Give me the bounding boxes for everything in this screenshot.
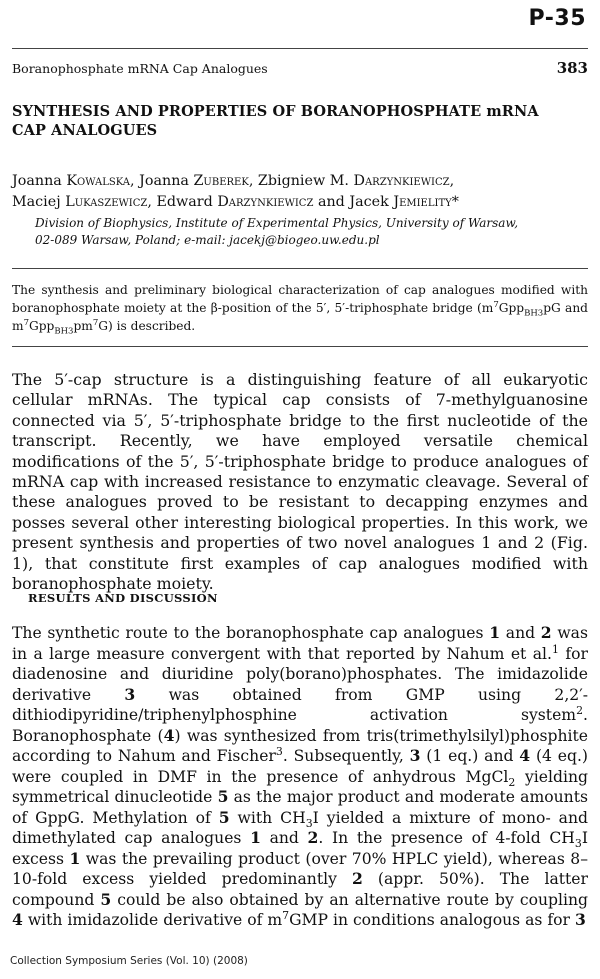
- author-list: Joanna Kowalska, Joanna Zuberek, Zbigniew M. Darzynkiewicz, Maciej Lukaszewicz, Edward Darzynkiewicz and Jacek Jemielity*: [12, 173, 459, 210]
- affiliation: Division of Biophysics, Institute of Experimental Physics, University of Warsaw, 02-089 Warsaw, Poland; e-mail: jacekj@biogeo.uw.edu.pl: [35, 216, 519, 247]
- intro-paragraph: The 5′-cap structure is a distinguishing feature of all eukaryotic cellular mRNAs. The typical cap consists of 7-methylguanosine connected via 5′, 5′-triphosphate bridge to the first nucleotide of the transcript. Recently, we have employed versatile chemical modifications of the 5′, 5′-triphosphate bridge to produce analogues of mRNA cap with increased resistance to enzymatic cleavage. Several of these analogues proved to be resistant to decapping enzymes and posses several other interesting biological properties. In this work, we present synthesis and properties of two novel analogues 1 and 2 (Fig. 1), that constitute first examples of cap analogues modified with boranophosphate moiety.: [12, 370, 588, 594]
- page-code: P-35: [528, 6, 586, 31]
- abstract: The synthesis and preliminary biological characterization of cap analogues modified with boranophosphate moiety at the β-position of the 5′, 5′-triphosphate bridge ($m^7Gpp_{BH3}pG$ and $m^7Gpp_{BH3}pm^7G$) is described.: [12, 268, 588, 347]
- results-paragraph: The synthetic route to the boranophosphate cap analogues 1 and 2 was in a large measure convergent with that reported by Nahum et al.$^1$ for diadenosine and diuridine poly(borano)phosphates. The imidazolide derivative 3 was obtained from GMP using 2,2′-dithiodipyridine/triphenylphosphine activation system$^2$. Boranophosphate (4) was synthesized from tris(trimethylsilyl)phosphite according to Nahum and Fischer$^3$. Subsequently, 3 (1 eq.) and 4 (4 eq.) were coupled in DMF in the presence of anhydrous MgCl$_2$ yielding symmetrical dinucleotide 5 as the major product and moderate amounts of GppG. Methylation of 5 with $CH_3I$ yielded a mixture of mono- and dimethylated cap analogues 1 and 2. In the presence of 4-fold $CH_3I$ excess 1 was the prevailing product (over 70% HPLC yield), whereas 8–10-fold excess yielded predominantly 2 (appr. 50%). The latter compound 5 could be also obtained by an alternative route by coupling 4 with imidazolide derivative of $m^7GMP$ in conditions analogous as for 3: [12, 623, 589, 929]
- section-heading: RESULTS AND DISCUSSION: [28, 591, 218, 605]
- running-title: Boranophosphate mRNA Cap Analogues: [12, 61, 268, 76]
- running-header: [12, 48, 588, 77]
- paper-title: SYNTHESIS AND PROPERTIES OF BORANOPHOSPHATE mRNA CAP ANALOGUES: [12, 103, 539, 139]
- page-number: 383: [556, 59, 588, 77]
- footer-citation: Collection Symposium Series (Vol. 10) (2008): [10, 955, 248, 967]
